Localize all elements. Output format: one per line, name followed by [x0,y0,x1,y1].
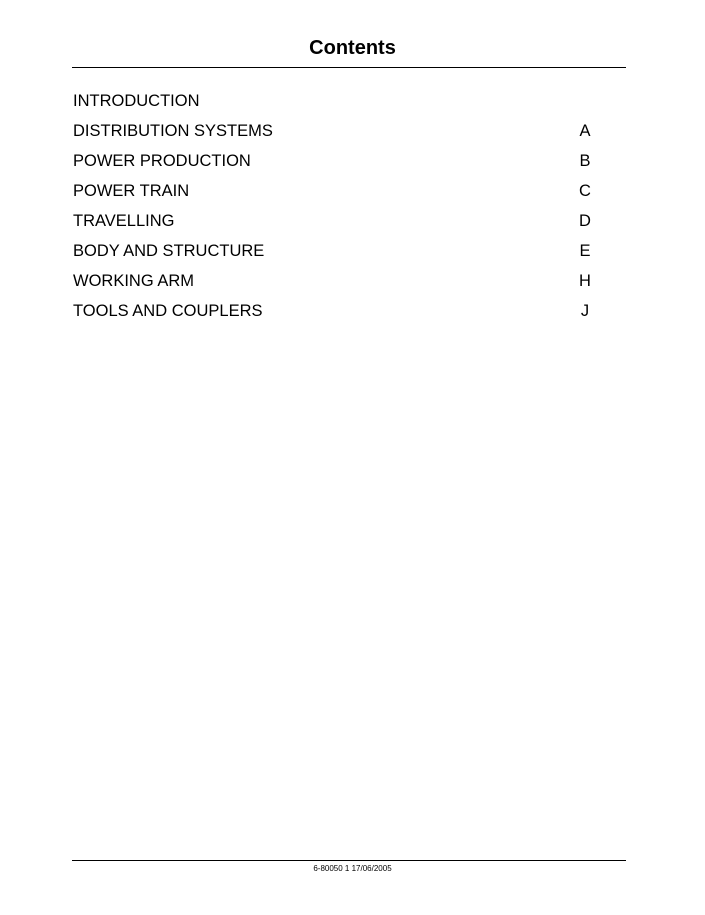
toc-entry-label: DISTRIBUTION SYSTEMS [73,122,273,140]
footer-divider [72,860,626,861]
toc-entry-tools-and-couplers[interactable] [73,296,593,326]
toc-entry-introduction[interactable] [73,86,593,116]
toc-entry-power-production[interactable] [73,146,593,176]
toc-entry-power-train[interactable] [73,176,593,206]
toc-entry-travelling[interactable] [73,206,593,236]
toc-entry-label: BODY AND STRUCTURE [73,242,265,260]
toc-entry-distribution-systems[interactable] [73,116,593,146]
page-title: Contents [309,37,396,59]
toc-entry-section: H [579,272,591,290]
toc-entry-section: E [579,242,591,260]
toc-entry-label: POWER PRODUCTION [73,152,251,170]
toc-entry-label: TRAVELLING [73,212,175,230]
page-footer: 6-80050 1 17/06/2005 [313,864,392,873]
table-of-contents [73,86,593,326]
toc-entry-section: A [579,122,591,140]
toc-entry-label: WORKING ARM [73,272,195,290]
toc-entry-label: TOOLS AND COUPLERS [73,302,263,320]
toc-entry-section: C [579,182,591,200]
toc-entry-label: INTRODUCTION [73,92,200,110]
toc-entry-section: J [580,302,590,320]
title-divider [72,67,626,68]
toc-entry-section: B [579,152,591,170]
toc-entry-body-and-structure[interactable] [73,236,593,266]
toc-entry-section: D [579,212,591,230]
toc-entry-working-arm[interactable] [73,266,593,296]
toc-entry-label: POWER TRAIN [73,182,190,200]
